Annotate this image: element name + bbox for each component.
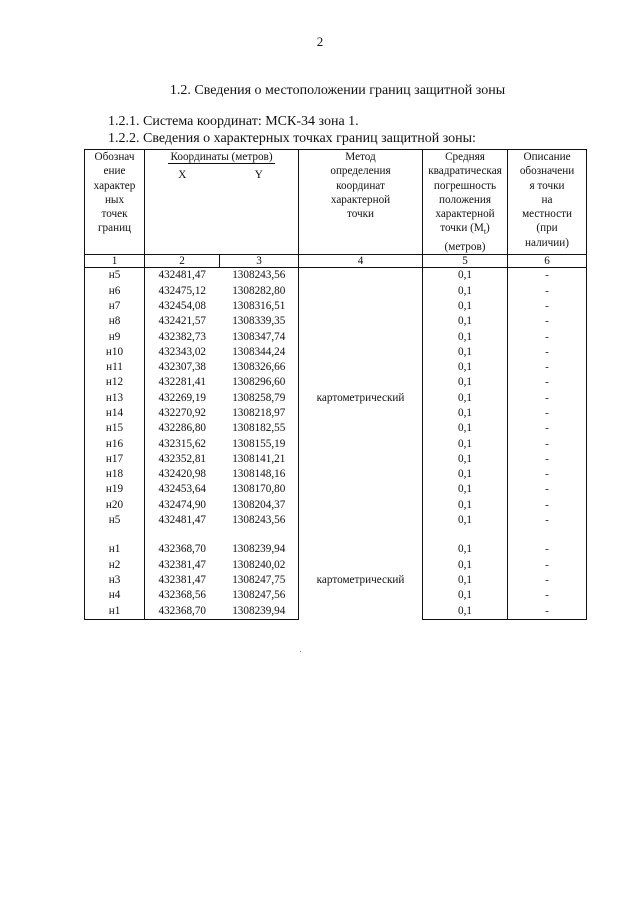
- error-value: 0,1: [423, 573, 508, 588]
- coord-y: 1308240,02: [220, 558, 299, 573]
- coord-x: 432381,47: [145, 573, 220, 588]
- error-value: 0,1: [423, 314, 508, 329]
- coord-x: 432421,57: [145, 314, 220, 329]
- table-row: [85, 268, 587, 284]
- coord-y: 1308239,94: [220, 604, 299, 620]
- coord-y: 1308296,60: [220, 375, 299, 390]
- point-id: н8: [85, 314, 145, 329]
- description-value: -: [508, 437, 587, 452]
- coord-y: 1308243,56: [220, 268, 299, 284]
- description-value: -: [508, 391, 587, 406]
- error-value: 0,1: [423, 330, 508, 345]
- spacer-cell: [508, 528, 587, 542]
- point-id: н5: [85, 268, 145, 284]
- coord-x: 432343,02: [145, 345, 220, 360]
- coord-y: 1308170,80: [220, 482, 299, 497]
- spacer-cell: [85, 528, 145, 542]
- error-value: 0,1: [423, 542, 508, 557]
- description-value: -: [508, 498, 587, 513]
- coord-x: 432352,81: [145, 452, 220, 467]
- point-id: н18: [85, 467, 145, 482]
- coord-x: 432307,38: [145, 360, 220, 375]
- page-number: 2: [316, 34, 324, 49]
- description-value: -: [508, 330, 587, 345]
- error-value: 0,1: [423, 558, 508, 573]
- scan-speck: [300, 651, 301, 652]
- error-value: 0,1: [423, 604, 508, 620]
- spacer-cell: [423, 528, 508, 542]
- boundary-points-table: [84, 149, 587, 620]
- point-id: н11: [85, 360, 145, 375]
- coordinate-system-line: 1.2.1. Система координат: МСК-34 зона 1.: [108, 114, 359, 129]
- header-coordinates: Координаты (метров): [145, 150, 299, 169]
- error-value: 0,1: [423, 467, 508, 482]
- header-error: Средняя квадратическая погрешность положения характерной точки $(M_t)$ (метров): [423, 150, 508, 255]
- spacer-cell: [299, 528, 423, 542]
- error-value: 0,1: [423, 513, 508, 528]
- coord-x: 432269,19: [145, 391, 220, 406]
- coord-x: 432454,08: [145, 299, 220, 314]
- error-value: 0,1: [423, 375, 508, 390]
- description-value: -: [508, 467, 587, 482]
- header-x: X: [145, 168, 220, 255]
- description-value: -: [508, 421, 587, 436]
- coord-x: 432381,47: [145, 558, 220, 573]
- error-value: 0,1: [423, 406, 508, 421]
- description-value: -: [508, 345, 587, 360]
- point-id: н1: [85, 604, 145, 620]
- coord-x: 432481,47: [145, 268, 220, 284]
- header-description: Описание обозначени я точки на местности (при наличии): [508, 150, 587, 255]
- point-id: н6: [85, 284, 145, 299]
- point-id: н20: [85, 498, 145, 513]
- method-cell: картометрический: [299, 268, 423, 529]
- description-value: -: [508, 314, 587, 329]
- coord-y: 1308339,35: [220, 314, 299, 329]
- error-value: 0,1: [423, 421, 508, 436]
- coord-x: 432281,41: [145, 375, 220, 390]
- coord-y: 1308247,56: [220, 588, 299, 603]
- spacer-cell: [220, 528, 299, 542]
- error-value: 0,1: [423, 498, 508, 513]
- error-value: 0,1: [423, 588, 508, 603]
- point-id: н12: [85, 375, 145, 390]
- coord-y: 1308239,94: [220, 542, 299, 557]
- column-number: 5: [423, 255, 508, 268]
- description-value: -: [508, 452, 587, 467]
- header-method: Метод определения координат характерной точки: [299, 150, 423, 255]
- coord-y: 1308218,97: [220, 406, 299, 421]
- method-cell: картометрический: [299, 542, 423, 619]
- error-value: 0,1: [423, 437, 508, 452]
- coord-x: 432420,98: [145, 467, 220, 482]
- coord-x: 432475,12: [145, 284, 220, 299]
- coord-y: 1308243,56: [220, 513, 299, 528]
- error-value: 0,1: [423, 345, 508, 360]
- coord-x: 432286,80: [145, 421, 220, 436]
- coord-y: 1308148,16: [220, 467, 299, 482]
- coord-x: 432368,70: [145, 542, 220, 557]
- description-value: -: [508, 406, 587, 421]
- error-value: 0,1: [423, 268, 508, 284]
- coord-x: 432368,56: [145, 588, 220, 603]
- header-point-designation: Обознач ение характер ных точек границ: [85, 150, 145, 255]
- error-value: 0,1: [423, 299, 508, 314]
- coord-y: 1308182,55: [220, 421, 299, 436]
- point-id: н14: [85, 406, 145, 421]
- coord-x: 432382,73: [145, 330, 220, 345]
- point-id: н5: [85, 513, 145, 528]
- coord-y: 1308282,80: [220, 284, 299, 299]
- error-value: 0,1: [423, 360, 508, 375]
- error-value: 0,1: [423, 284, 508, 299]
- point-id: н7: [85, 299, 145, 314]
- table-row: [85, 542, 587, 557]
- coord-x: 432315,62: [145, 437, 220, 452]
- point-id: н9: [85, 330, 145, 345]
- description-value: -: [508, 558, 587, 573]
- column-number: 1: [85, 255, 145, 268]
- coord-y: 1308204,37: [220, 498, 299, 513]
- description-value: -: [508, 284, 587, 299]
- coord-y: 1308344,24: [220, 345, 299, 360]
- point-id: н17: [85, 452, 145, 467]
- coord-y: 1308326,66: [220, 360, 299, 375]
- point-id: н15: [85, 421, 145, 436]
- point-id: н16: [85, 437, 145, 452]
- column-number: 3: [220, 255, 299, 268]
- points-title-line: 1.2.2. Сведения о характерных точках границ защитной зоны:: [108, 131, 476, 146]
- group-spacer: [85, 528, 587, 542]
- point-id: н2: [85, 558, 145, 573]
- coord-y: 1308141,21: [220, 452, 299, 467]
- point-id: н4: [85, 588, 145, 603]
- coord-x: 432453,64: [145, 482, 220, 497]
- coord-y: 1308258,79: [220, 391, 299, 406]
- spacer-cell: [145, 528, 220, 542]
- error-value: 0,1: [423, 482, 508, 497]
- description-value: -: [508, 360, 587, 375]
- coord-y: 1308316,51: [220, 299, 299, 314]
- coord-x: 432368,70: [145, 604, 220, 620]
- section-title: 1.2. Сведения о местоположении границ защитной зоны: [169, 83, 506, 98]
- description-value: -: [508, 604, 587, 620]
- error-value: 0,1: [423, 391, 508, 406]
- header-y: Y: [220, 168, 299, 255]
- description-value: -: [508, 375, 587, 390]
- description-value: -: [508, 588, 587, 603]
- coord-x: 432474,90: [145, 498, 220, 513]
- description-value: -: [508, 482, 587, 497]
- point-id: н3: [85, 573, 145, 588]
- point-id: н19: [85, 482, 145, 497]
- coord-y: 1308155,19: [220, 437, 299, 452]
- coord-x: 432270,92: [145, 406, 220, 421]
- point-id: н13: [85, 391, 145, 406]
- column-number: 6: [508, 255, 587, 268]
- point-id: н1: [85, 542, 145, 557]
- column-number: 2: [145, 255, 220, 268]
- error-value: 0,1: [423, 452, 508, 467]
- column-number: 4: [299, 255, 423, 268]
- table-body: [85, 268, 587, 620]
- description-value: -: [508, 299, 587, 314]
- coord-y: 1308347,74: [220, 330, 299, 345]
- coord-x: 432481,47: [145, 513, 220, 528]
- description-value: -: [508, 268, 587, 284]
- coord-y: 1308247,75: [220, 573, 299, 588]
- description-value: -: [508, 542, 587, 557]
- description-value: -: [508, 573, 587, 588]
- description-value: -: [508, 513, 587, 528]
- point-id: н10: [85, 345, 145, 360]
